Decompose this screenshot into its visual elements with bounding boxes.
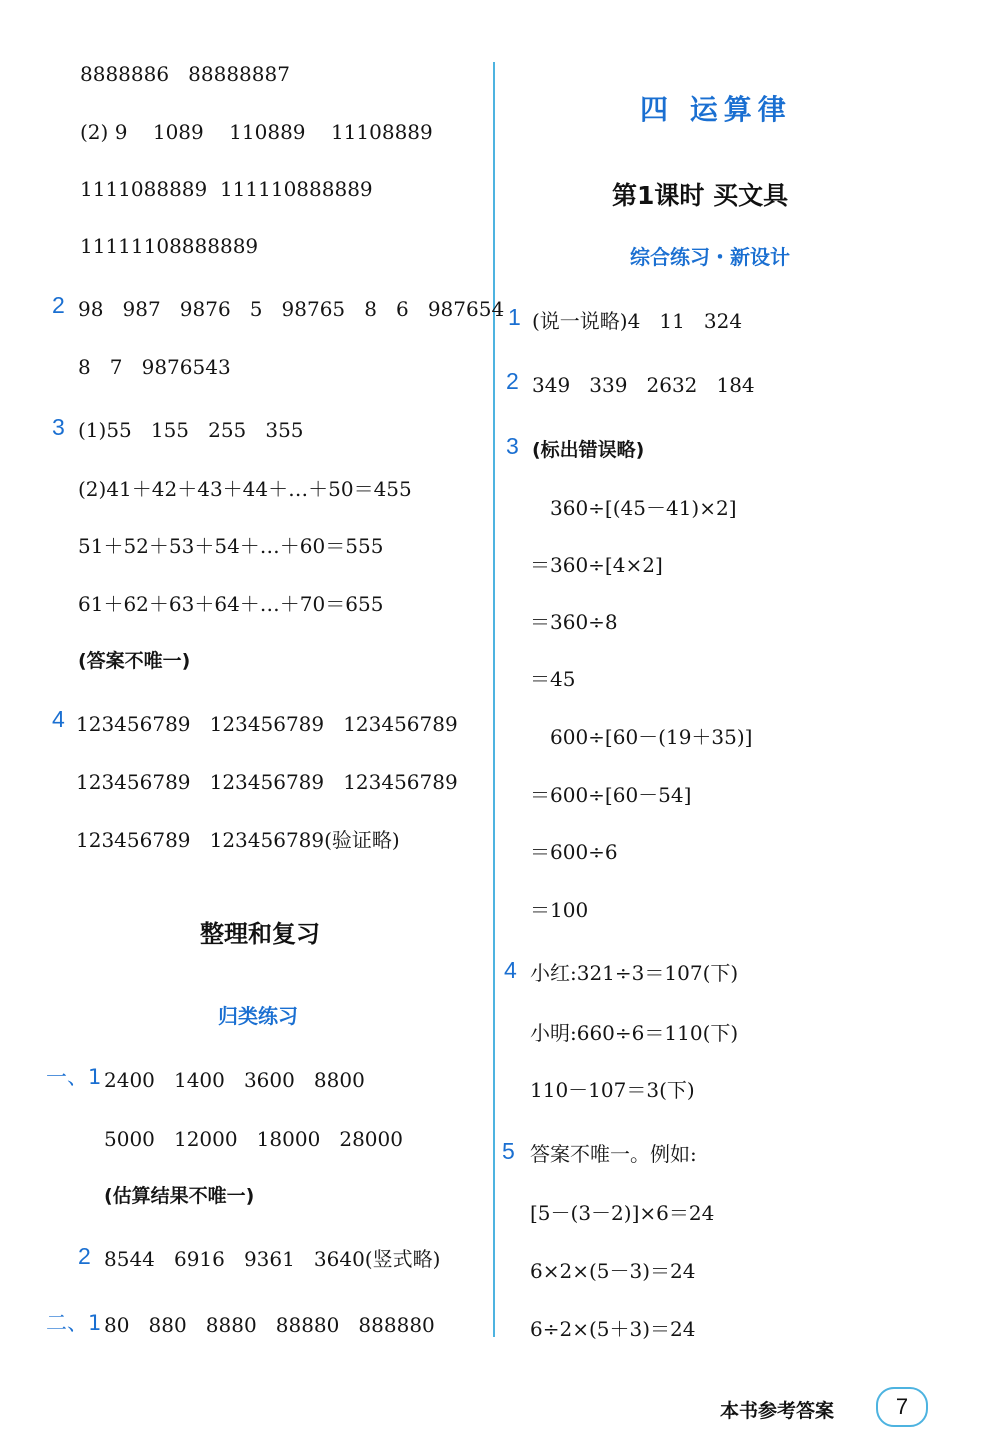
answer-line: ＝360÷8: [530, 610, 618, 634]
answer-note: (答案不唯一): [78, 650, 191, 672]
answer-line: [5－(3－2)]×6＝24: [530, 1201, 715, 1225]
answer-line: 360÷[(45－41)×2]: [550, 496, 737, 520]
answer-line: 123456789 123456789 123456789: [76, 712, 458, 736]
answer-note: (估算结果不唯一): [104, 1185, 255, 1207]
answer-line: 2400 1400 3600 8800: [104, 1068, 365, 1092]
answer-line: ＝100: [530, 898, 589, 922]
column-divider: [493, 62, 495, 1337]
answer-line: (1)55 155 255 355: [78, 418, 304, 442]
question-number: 4: [52, 706, 65, 732]
answer-line: ＝45: [530, 667, 576, 691]
answer-note: (标出错误略): [532, 439, 645, 461]
answer-line: 6÷2×(5＋3)＝24: [530, 1317, 696, 1341]
answer-line: 123456789 123456789(验证略): [76, 828, 400, 852]
question-number: 2: [52, 292, 65, 318]
question-number: 一、1: [46, 1065, 102, 1089]
footer-label: 本书参考答案: [720, 1400, 835, 1422]
answer-line: 80 880 8880 88880 888880: [104, 1313, 435, 1337]
question-number: 3: [506, 433, 519, 459]
answer-line: 110－107＝3(下): [530, 1078, 695, 1102]
lesson-title: 第1课时 买文具: [612, 181, 789, 210]
section-subtitle: 归类练习: [218, 1004, 298, 1028]
page-number: 7: [876, 1387, 928, 1427]
question-number: 二、1: [46, 1311, 102, 1335]
answer-line: 349 339 2632 184: [532, 373, 755, 397]
answer-line: 8888886 88888887: [80, 62, 290, 86]
answer-line: ＝600÷[60－54]: [530, 783, 692, 807]
answer-line: 98 987 9876 5 98765 8 6 987654: [78, 297, 505, 321]
question-number: 1: [508, 304, 521, 330]
question-number: 2: [78, 1243, 91, 1269]
answer-line: ＝360÷[4×2]: [530, 553, 663, 577]
answer-line: 8 7 9876543: [78, 355, 231, 379]
answer-line: 600÷[60－(19＋35)]: [550, 725, 753, 749]
answer-line: 61＋62＋63＋64＋…＋70＝655: [78, 592, 384, 616]
answer-line: 小明:660÷6＝110(下): [530, 1021, 739, 1045]
answer-line: 6×2×(5－3)＝24: [530, 1259, 696, 1283]
answer-line: (2) 9 1089 110889 11108889: [80, 120, 433, 144]
answer-line: 51＋52＋53＋54＋…＋60＝555: [78, 534, 384, 558]
answer-line: 1111088889 111110888889: [80, 177, 373, 201]
answer-line: 123456789 123456789 123456789: [76, 770, 458, 794]
question-number: 4: [504, 957, 517, 983]
answer-line: ＝600÷6: [530, 840, 618, 864]
question-number: 3: [52, 414, 65, 440]
answer-line: 5000 12000 18000 28000: [104, 1127, 403, 1151]
question-number: 2: [506, 368, 519, 394]
section-subtitle: 综合练习・新设计: [630, 245, 790, 269]
answer-line: 答案不唯一。例如:: [530, 1142, 697, 1166]
section-title: 整理和复习: [200, 920, 320, 948]
answer-line: (2)41＋42＋43＋44＋…＋50＝455: [78, 477, 412, 501]
answer-line: 8544 6916 9361 3640(竖式略): [104, 1247, 441, 1271]
answer-line: (说一说略)4 11 324: [532, 309, 743, 333]
unit-title: 四 运算律: [640, 93, 792, 126]
question-number: 5: [502, 1138, 515, 1164]
answer-line: 11111108888889: [80, 234, 259, 258]
answer-line: 小红:321÷3＝107(下): [530, 961, 739, 985]
